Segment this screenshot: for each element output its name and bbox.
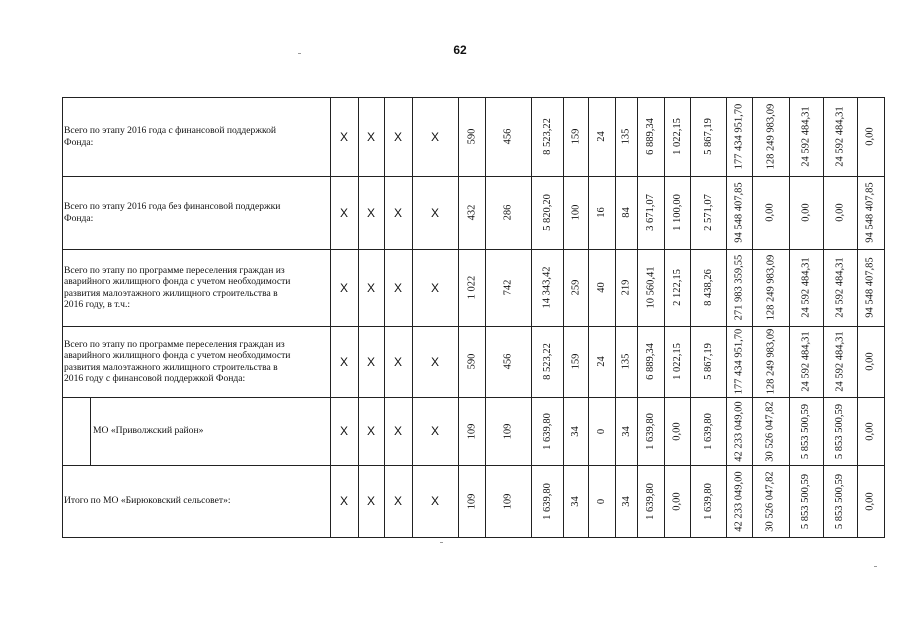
value-text: 94 548 407,85: [865, 257, 876, 318]
value-text: 94 548 407,85: [733, 182, 745, 243]
value-cell: [485, 249, 531, 326]
value-cell: [563, 97, 588, 176]
value-cell: [789, 249, 823, 326]
x-mark-cell: [330, 465, 358, 537]
x-mark: X: [430, 354, 439, 369]
value-cell: [588, 176, 615, 249]
value-text: 1 639,80: [645, 482, 656, 520]
value-cell: [588, 326, 615, 397]
value-cell: [485, 97, 531, 176]
x-mark: X: [393, 494, 402, 508]
value-text: 24: [596, 131, 607, 142]
value-cell: [752, 97, 789, 176]
value-text: 109: [502, 423, 514, 439]
value-text: 40: [596, 282, 607, 293]
scan-speck: [874, 566, 877, 567]
value-cell: [531, 249, 563, 326]
value-cell: [588, 97, 615, 176]
value-text: 1 639,80: [541, 482, 553, 520]
value-text: 0,00: [765, 203, 776, 222]
row-label-line: МО «Приволжский район»: [93, 425, 204, 437]
value-text: 219: [620, 279, 632, 296]
x-mark-cell: [330, 326, 358, 397]
value-text: 1 639,80: [702, 482, 714, 520]
row-label-total-mo-biryukovsky: [64, 465, 328, 537]
value-text: 0,00: [865, 421, 876, 441]
value-cell: [823, 249, 857, 326]
value-text: 10 560,41: [645, 266, 656, 309]
value-text: 109: [466, 423, 477, 439]
row-label-mo-privolzhsky-rayon: [93, 397, 328, 465]
value-text: 100: [570, 204, 581, 221]
value-text: 0,00: [800, 203, 812, 222]
value-text: 34: [570, 495, 581, 507]
value-text: 3 671,07: [645, 194, 656, 231]
value-text: 24 592 484,31: [834, 257, 846, 318]
grid-line: [90, 397, 91, 466]
x-mark: X: [430, 494, 439, 508]
value-cell: [789, 326, 823, 397]
value-text: 24 592 484,31: [834, 106, 846, 167]
value-text: 1 639,80: [702, 412, 714, 450]
value-cell: [531, 326, 563, 397]
x-mark: X: [339, 205, 348, 220]
value-cell: [690, 326, 726, 397]
x-mark-cell: [330, 397, 358, 465]
value-text: 1 022,15: [671, 118, 683, 155]
value-text: 34: [620, 495, 632, 507]
value-text: 0: [596, 498, 607, 504]
value-text: 6 889,34: [645, 118, 656, 155]
value-text: 5 867,19: [702, 118, 714, 155]
value-cell: [726, 326, 752, 397]
x-mark-cell: [412, 249, 458, 326]
value-text: 42 233 049,00: [733, 400, 745, 462]
value-cell: [531, 465, 563, 537]
value-cell: [690, 176, 726, 249]
value-text: 30 526 047,82: [765, 400, 776, 462]
value-cell: [690, 397, 726, 465]
x-mark: X: [339, 494, 348, 508]
value-text: 30 526 047,82: [765, 470, 776, 532]
value-text: 5 820,20: [541, 194, 553, 231]
row-label-stage-2016-program-total: [64, 249, 328, 326]
value-text: 177 434 951,70: [733, 103, 745, 170]
x-mark-cell: [330, 176, 358, 249]
x-mark-cell: [330, 97, 358, 176]
x-mark: X: [430, 424, 439, 438]
value-text: 0,00: [671, 421, 683, 441]
x-mark: X: [339, 354, 348, 369]
row-label-line: развития малоэтажного жилищного строительства в: [64, 287, 278, 299]
value-text: 128 249 983,09: [765, 328, 776, 395]
value-cell: [789, 97, 823, 176]
row-label-line: развития малоэтажного жилищного строительства в: [64, 361, 278, 373]
value-text: 742: [502, 279, 514, 296]
value-cell: [726, 249, 752, 326]
value-cell: [563, 397, 588, 465]
value-cell: [637, 326, 664, 397]
value-text: 24: [596, 356, 607, 367]
row-label-line: Всего по этапу 2016 года без финансовой поддержки: [64, 201, 281, 213]
value-text: 1 022,15: [671, 343, 683, 380]
x-mark: X: [366, 280, 375, 295]
value-cell: [664, 465, 690, 537]
value-cell: [789, 465, 823, 537]
x-mark-cell: [412, 465, 458, 537]
value-cell: [615, 176, 637, 249]
x-mark: X: [393, 354, 402, 369]
row-label-line: Фонда:: [64, 212, 94, 224]
value-cell: [752, 465, 789, 537]
value-cell: [615, 465, 637, 537]
value-cell: [664, 249, 690, 326]
row-label-stage-2016-with-fund: [64, 97, 328, 176]
x-mark: X: [430, 205, 439, 220]
value-cell: [485, 326, 531, 397]
x-mark-cell: [358, 249, 384, 326]
x-mark-cell: [384, 326, 412, 397]
x-mark-cell: [412, 176, 458, 249]
value-text: 128 249 983,09: [765, 254, 776, 321]
x-mark-cell: [384, 397, 412, 465]
x-mark: X: [430, 129, 439, 144]
grid-line: [62, 97, 63, 538]
value-text: 432: [466, 204, 477, 221]
row-label-line: Всего по этапу 2016 года с финансовой поддержкой: [64, 125, 277, 137]
value-cell: [637, 249, 664, 326]
value-cell: [615, 97, 637, 176]
x-mark: X: [339, 424, 348, 438]
x-mark-cell: [358, 397, 384, 465]
value-text: 159: [570, 353, 581, 370]
row-label-line: Всего по этапу по программе переселения граждан из: [64, 338, 285, 350]
x-mark: X: [393, 280, 402, 295]
x-mark-cell: [384, 249, 412, 326]
value-cell: [726, 397, 752, 465]
value-text: 590: [466, 353, 477, 370]
value-cell: [458, 249, 485, 326]
value-cell: [531, 176, 563, 249]
value-cell: [458, 176, 485, 249]
value-cell: [615, 326, 637, 397]
value-cell: [857, 249, 884, 326]
value-cell: [752, 397, 789, 465]
scan-speck: [440, 542, 443, 543]
x-mark-cell: [358, 176, 384, 249]
value-text: 109: [466, 493, 477, 509]
value-text: 177 434 951,70: [733, 328, 745, 395]
value-cell: [752, 176, 789, 249]
value-cell: [726, 176, 752, 249]
value-cell: [615, 397, 637, 465]
value-text: 34: [620, 425, 632, 437]
value-text: 42 233 049,00: [733, 470, 745, 532]
value-text: 456: [502, 353, 514, 370]
value-text: 0,00: [834, 203, 846, 222]
x-mark-cell: [384, 97, 412, 176]
value-cell: [823, 397, 857, 465]
value-text: 5 867,19: [702, 343, 714, 380]
x-mark: X: [366, 424, 375, 438]
value-text: 128 249 983,09: [765, 103, 776, 170]
x-mark-cell: [412, 97, 458, 176]
value-cell: [690, 465, 726, 537]
x-mark-cell: [358, 465, 384, 537]
x-mark-cell: [384, 465, 412, 537]
row-label-stage-2016-program-with-fund: [64, 326, 328, 397]
value-text: 271 983 359,55: [733, 254, 745, 321]
row-label-line: аварийного жилищного фонда с учетом необходимости: [64, 350, 291, 362]
x-mark-cell: [412, 397, 458, 465]
value-text: 24 592 484,31: [834, 331, 846, 392]
x-mark: X: [366, 354, 375, 369]
value-text: 16: [596, 207, 607, 218]
value-text: 0,00: [865, 127, 876, 146]
value-text: 5 853 500,59: [834, 403, 846, 459]
value-cell: [752, 249, 789, 326]
value-cell: [588, 249, 615, 326]
x-mark: X: [393, 129, 402, 144]
value-cell: [690, 249, 726, 326]
value-cell: [857, 465, 884, 537]
value-text: 94 548 407,85: [865, 182, 876, 243]
value-text: 590: [466, 128, 477, 145]
value-text: 8 438,26: [702, 269, 714, 306]
value-cell: [664, 176, 690, 249]
value-text: 0,00: [671, 491, 683, 511]
value-text: 8 523,22: [541, 343, 553, 380]
value-cell: [531, 397, 563, 465]
value-cell: [563, 249, 588, 326]
value-text: 14 343,42: [541, 266, 553, 309]
row-label-line: Всего по этапу по программе переселения граждан из: [64, 264, 285, 276]
value-cell: [690, 97, 726, 176]
value-cell: [857, 97, 884, 176]
value-text: 0: [596, 428, 607, 434]
value-text: 5 853 500,59: [800, 403, 812, 459]
value-text: 259: [570, 279, 581, 296]
value-cell: [726, 465, 752, 537]
x-mark-cell: [358, 326, 384, 397]
value-cell: [485, 176, 531, 249]
x-mark: X: [366, 494, 375, 508]
value-cell: [637, 97, 664, 176]
value-cell: [637, 465, 664, 537]
grid-line: [62, 537, 885, 538]
value-cell: [823, 97, 857, 176]
value-cell: [664, 397, 690, 465]
value-text: 1 022: [466, 275, 477, 300]
value-text: 286: [502, 204, 514, 221]
x-mark: X: [393, 424, 402, 438]
x-mark: X: [339, 280, 348, 295]
x-mark-cell: [358, 97, 384, 176]
value-cell: [563, 176, 588, 249]
row-label-line: Фонда:: [64, 136, 94, 148]
x-mark: X: [393, 205, 402, 220]
value-cell: [563, 326, 588, 397]
row-label-stage-2016-without-fund: [64, 176, 328, 249]
value-text: 135: [620, 353, 632, 370]
value-cell: [857, 397, 884, 465]
value-cell: [458, 397, 485, 465]
x-mark: X: [430, 280, 439, 295]
value-cell: [485, 397, 531, 465]
value-text: 84: [620, 207, 632, 218]
value-text: 135: [620, 128, 632, 145]
value-text: 0,00: [865, 491, 876, 511]
x-mark: X: [339, 129, 348, 144]
value-cell: [458, 465, 485, 537]
x-mark-cell: [412, 326, 458, 397]
x-mark: X: [366, 205, 375, 220]
value-cell: [857, 176, 884, 249]
row-label-line: 2016 году, в т.ч.:: [64, 298, 131, 310]
value-text: 24 592 484,31: [800, 257, 812, 318]
value-cell: [588, 465, 615, 537]
value-text: 1 639,80: [645, 412, 656, 450]
value-text: 24 592 484,31: [800, 106, 812, 167]
value-text: 1 100,00: [671, 194, 683, 231]
value-text: 5 853 500,59: [800, 473, 812, 529]
value-cell: [637, 176, 664, 249]
value-cell: [823, 326, 857, 397]
value-text: 8 523,22: [541, 118, 553, 155]
value-text: 34: [570, 425, 581, 437]
value-cell: [664, 326, 690, 397]
value-cell: [563, 465, 588, 537]
value-cell: [726, 97, 752, 176]
value-cell: [752, 326, 789, 397]
value-text: 24 592 484,31: [800, 331, 812, 392]
value-cell: [789, 397, 823, 465]
value-text: 5 853 500,59: [834, 473, 846, 529]
value-text: 2 122,15: [671, 269, 683, 306]
x-mark-cell: [330, 249, 358, 326]
value-cell: [823, 465, 857, 537]
value-cell: [789, 176, 823, 249]
value-cell: [857, 326, 884, 397]
value-cell: [588, 397, 615, 465]
page-number: 62: [453, 43, 467, 57]
value-text: 0,00: [865, 352, 876, 371]
value-text: 109: [502, 493, 514, 509]
value-cell: [823, 176, 857, 249]
value-cell: [664, 97, 690, 176]
row-label-line: 2016 году с финансовой поддержкой Фонда:: [64, 372, 246, 384]
x-mark-cell: [384, 176, 412, 249]
row-label-line: аварийного жилищного фонда с учетом необходимости: [64, 276, 291, 288]
value-cell: [615, 249, 637, 326]
value-cell: [458, 326, 485, 397]
value-text: 159: [570, 128, 581, 145]
x-mark: X: [366, 129, 375, 144]
value-text: 2 571,07: [702, 194, 714, 231]
value-text: 6 889,34: [645, 343, 656, 380]
value-cell: [637, 397, 664, 465]
value-text: 456: [502, 128, 514, 145]
value-cell: [485, 465, 531, 537]
row-label-line: Итого по МО «Бирюковский сельсовет»:: [64, 495, 231, 507]
grid-line: [884, 97, 885, 538]
value-text: 1 639,80: [541, 412, 553, 450]
value-cell: [458, 97, 485, 176]
scan-speck: [298, 53, 301, 54]
value-cell: [531, 97, 563, 176]
